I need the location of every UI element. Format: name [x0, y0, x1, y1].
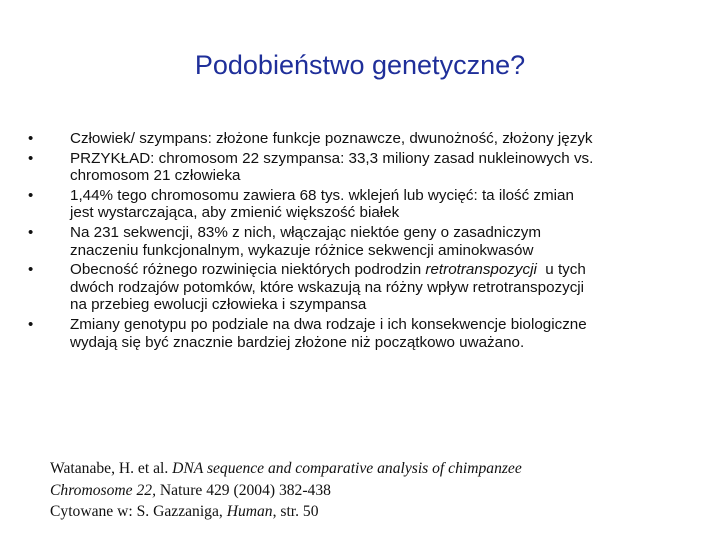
bullet-icon: • — [28, 130, 34, 147]
bullet-text — [70, 316, 587, 351]
bullet-line: dwóch rodzajów potomków, które wskazują na różny wpływ retrotranspozycji — [70, 278, 585, 296]
bullet-line: na przebieg ewolucji człowieka i szympansa — [70, 296, 367, 314]
bullet-line: Zmiany genotypu po podziale na dwa rodzaje i ich konsekwencje biologiczne — [70, 315, 587, 333]
bullet-item — [28, 224, 700, 259]
bullet-icon: • — [28, 149, 34, 167]
book-title: Human — [226, 503, 273, 520]
bullet-item — [28, 316, 700, 351]
citation-page: , str. 50 — [272, 503, 319, 520]
bullet-line-start: Obecność różnego rozwinięcia niektórych podrodzin — [70, 261, 426, 279]
bullet-line: Człowiek/ szympans: złożone funkcje poznawcze, dwunożność, złożony język — [70, 130, 593, 147]
reference-line — [50, 480, 690, 502]
bullet-line: 1,44% tego chromosomu zawiera 68 tys. wklejeń lub wycięć: ta ilość zmian — [70, 186, 574, 204]
bullet-line: wydają się być znacznie bardziej złożone niż początkowo uważano. — [70, 333, 525, 351]
bullet-line: znaczeniu funkcjonalnym, wykazuje różnice sekwencji aminokwasów — [70, 241, 534, 259]
bullet-list — [28, 130, 700, 353]
bullet-item — [28, 187, 700, 222]
reference-title: DNA sequence and comparative analysis of chimpanzee — [172, 460, 522, 477]
bullet-icon: • — [28, 261, 34, 279]
bullet-line: jest wystarczająca, aby zmienić większość białek — [70, 204, 400, 222]
bullet-icon: • — [28, 315, 34, 333]
bullet-item — [28, 130, 700, 148]
bullet-line-end: u tych — [536, 261, 586, 279]
citation-prefix: Cytowane w: S. Gazzaniga, — [50, 503, 227, 520]
bullet-line: PRZYKŁAD: chromosom 22 szympansa: 33,3 miliony zasad nukleinowych vs. — [70, 149, 594, 167]
bullet-item — [28, 150, 700, 185]
reference-journal: Nature 429 (2004) 382-438 — [155, 481, 331, 499]
bullet-text — [70, 150, 593, 185]
reference-line — [50, 501, 690, 523]
reference-line — [50, 458, 690, 480]
bullet-icon: • — [28, 186, 34, 204]
bullet-line: chromosom 21 człowieka — [70, 167, 241, 185]
bullet-icon: • — [28, 223, 34, 241]
bullet-item — [28, 261, 700, 314]
references — [50, 458, 690, 523]
bullet-line: Na 231 sekwencji, 83% z nich, włączając niektóe geny o zasadniczym — [70, 223, 542, 241]
italic-term: retrotranspozycji — [425, 261, 537, 279]
bullet-text — [70, 261, 586, 313]
bullet-text — [70, 187, 574, 222]
slide-title: Podobieństwo genetyczne? — [194, 50, 526, 80]
reference-authors: Watanabe, H. et al. — [50, 460, 173, 477]
bullet-text — [70, 130, 593, 147]
reference-title-cont: Chromosome 22, — [50, 481, 156, 499]
bullet-text — [70, 224, 541, 259]
